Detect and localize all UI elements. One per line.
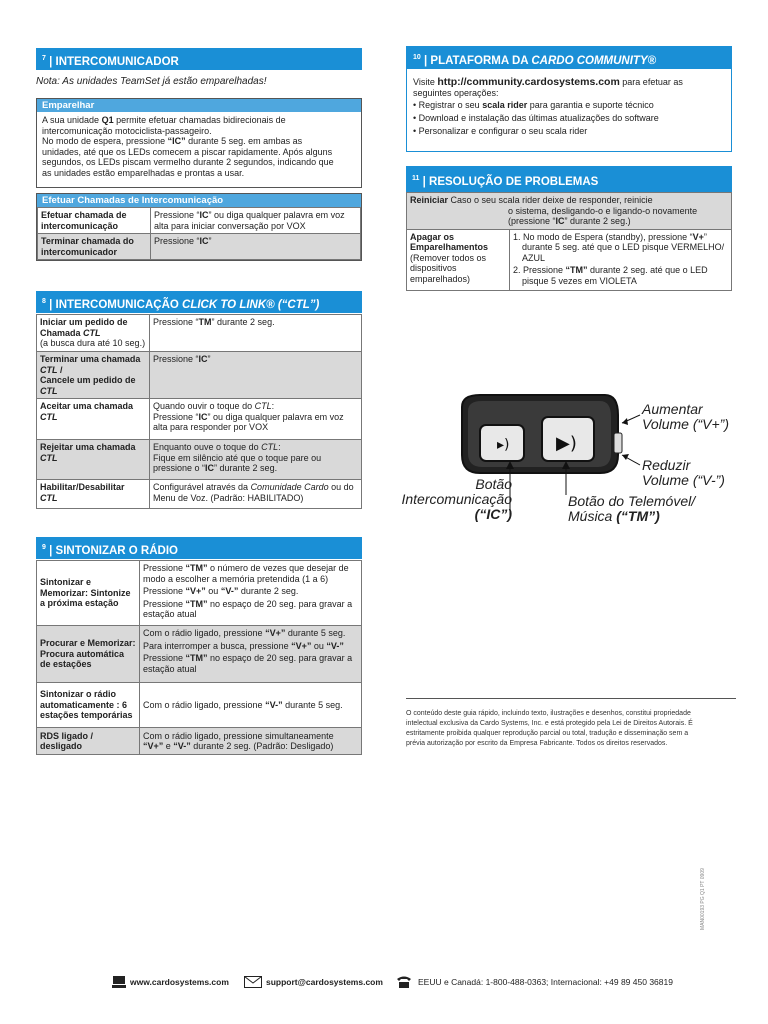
footer-email bbox=[244, 976, 383, 988]
radio-table bbox=[36, 560, 362, 755]
pairing-header: Emparelhar bbox=[37, 99, 361, 112]
pairing-box bbox=[36, 98, 362, 188]
table-row: Reiniciar Caso o seu scala rider deixe de responder, reinicie o sistema, desligando-o e ligando-o novamente (pressione “IC” durante 2 seg.) bbox=[407, 193, 732, 230]
footer-web bbox=[112, 976, 229, 988]
table-row: Rejeitar uma chamada CTL Enquanto ouve o toque do CTL: Fique em silêncio até que o toque pare ou pressione o “IC” durante 2 seg. bbox=[37, 440, 362, 480]
troubleshoot-table bbox=[406, 192, 732, 291]
footer-phone: EEUU e Canadá: 1-800-488-0363; Internacional: +49 89 450 36819 bbox=[396, 976, 673, 988]
ctl-table bbox=[36, 314, 362, 509]
vol-down-arrowhead bbox=[622, 454, 629, 460]
community-link[interactable]: http://community.cardosystems.com bbox=[437, 76, 620, 88]
phone-icon bbox=[396, 976, 412, 988]
computer-icon bbox=[112, 976, 126, 988]
table-row: Terminar chamada do intercomunicador Pressione “IC” bbox=[38, 234, 361, 260]
community-box bbox=[406, 46, 732, 152]
table-row: Apagar os Emparelhamentos (Remover todos os dispositivos emparelhados) 1. No modo de Espera (standby), pressione “V+” durante 5 seg. até que o LED pisque VERMELHO/ AZUL 2. Pressione “TM” durante 2 seg. até que o LED pisque 5 vezes em VIOLETA bbox=[407, 229, 732, 290]
teamset-note: Nota: As unidades TeamSet já estão emparelhadas! bbox=[36, 76, 267, 87]
table-row: Aceitar uma chamada CTL Quando ouvir o toque do CTL: Pressione “IC” ou diga qualquer palavra em voz alta para responder por VOX bbox=[37, 399, 362, 440]
intercom-calls-box bbox=[36, 193, 362, 261]
tm-label: Botão do Telemóvel/ Música (“TM”) bbox=[568, 493, 696, 524]
pairing-text: A sua unidade Q1 permite efetuar chamadas bidirecionais de intercomunicação motociclista-passageiro. No modo de espera, pressione “IC” durante 5 seg. em ambas as unidades, até que os LEDs comecem a piscar rapidamente. Após alguns segundos, os LEDs piscam vermelho durante 2 segundos, indicando que as unidades estão emparelhadas e prontas a usar. bbox=[42, 115, 334, 178]
section-number: 7 bbox=[42, 55, 46, 62]
table-row: Terminar uma chamada CTL / Cancele um pedido de CTL Pressione “IC” bbox=[37, 352, 362, 399]
section-10-header: $^{10}$ | PLATAFORMA DA CARDO COMMUNITY® bbox=[407, 47, 731, 69]
section-7-header bbox=[36, 48, 362, 70]
ic-label: Botão Intercomunicação (“IC”) bbox=[401, 476, 512, 522]
support-email-link[interactable]: support@cardosystems.com bbox=[266, 977, 383, 987]
website-link[interactable]: www.cardosystems.com bbox=[130, 977, 229, 987]
intercom-calls-table bbox=[37, 207, 361, 260]
table-row: Habilitar/Desabilitar CTL Configurável através da Comunidade Cardo ou do Menu de Voz. (Padrão: HABILITADO) bbox=[37, 480, 362, 509]
radio-table-wrap bbox=[36, 560, 362, 755]
table-row: RDS ligado / desligado Com o rádio ligado, pressione simultaneamente “V+” e “V-” durante 2 seg. (Padrão: Desligado) bbox=[37, 728, 362, 755]
intercom-icon: ▸) bbox=[497, 437, 510, 453]
section-11-header: $^{11}$ | RESOLUÇÃO DE PROBLEMAS bbox=[406, 166, 732, 192]
volume-button bbox=[614, 433, 622, 453]
document-code: MAN00193 PG Q1 PT 0909 bbox=[700, 868, 706, 930]
community-text: Visite http://community.cardosystems.com para efetuar as seguintes operações: • Registrar o seu scala rider para garantia e suporte técnico • Download e instalação das últimas atualizações do software • Personalizar e configurar o seu scala rider bbox=[413, 76, 683, 136]
table-row: Efetuar chamada de intercomunicação Pressione “IC” ou diga qualquer palavra em voz alta para iniciar conversação por VOX bbox=[38, 208, 361, 234]
section-title: | INTERCOMUNICADOR bbox=[49, 55, 179, 68]
vol-down-label: Reduzir Volume (“V-”) bbox=[642, 457, 725, 488]
section-8-header: $^8$ | INTERCOMUNICAÇÃO CLICK TO LINK® (“CTL”) bbox=[36, 291, 362, 313]
vol-up-label: Aumentar Volume (“V+”) bbox=[642, 401, 730, 432]
table-row: Sintonizar o rádio automaticamente : 6 estações temporárias Com o rádio ligado, pressione “V-” durante 5 seg. bbox=[37, 683, 362, 728]
intercom-calls-header: Efetuar Chamadas de Intercomunicação bbox=[37, 194, 361, 207]
table-row: Iniciar um pedido de Chamada CTL (a busca dura até 10 seg.) Pressione “TM” durante 2 seg. bbox=[37, 315, 362, 352]
table-row: Sintonizar e Memorizar: Sintonize a próxima estação Pressione “TM” o número de vezes que desejar de modo a escolher a memória pretendida (1 a 6) Pressione “V+” ou “V-” durante 2 seg. Pressione “TM” no espaço de 20 seg. para gravar a estação atual bbox=[37, 561, 362, 626]
ctl-table-wrap bbox=[36, 314, 362, 509]
envelope-icon bbox=[244, 976, 262, 988]
troubleshoot-table-wrap bbox=[406, 192, 732, 291]
vol-up-arrowhead bbox=[622, 418, 628, 425]
section-9-header: $^9$ | SINTONIZAR O RÁDIO bbox=[36, 537, 362, 559]
table-row: Procurar e Memorizar: Procura automática de estações Com o rádio ligado, pressione “V+” durante 5 seg. Para interromper a busca, pressione “V+” ou “V-” Pressione “TM” no espaço de 20 seg. para gravar a estação atual bbox=[37, 626, 362, 683]
legal-notice: O conteúdo deste guia rápido, incluindo texto, ilustrações e desenhos, constitui propriedade intelectual exclusiva da Cardo Systems, Inc. e está protegido pela Lei de Direitos Autorais. É estritamente proibida qualquer reprodução parcial ou total, tradução e disseminação sem a prévia autorização por escrito da Empresa Fabricante. Todos os direitos reservados. bbox=[406, 698, 736, 749]
phone-music-icon: ▶) bbox=[556, 433, 577, 454]
